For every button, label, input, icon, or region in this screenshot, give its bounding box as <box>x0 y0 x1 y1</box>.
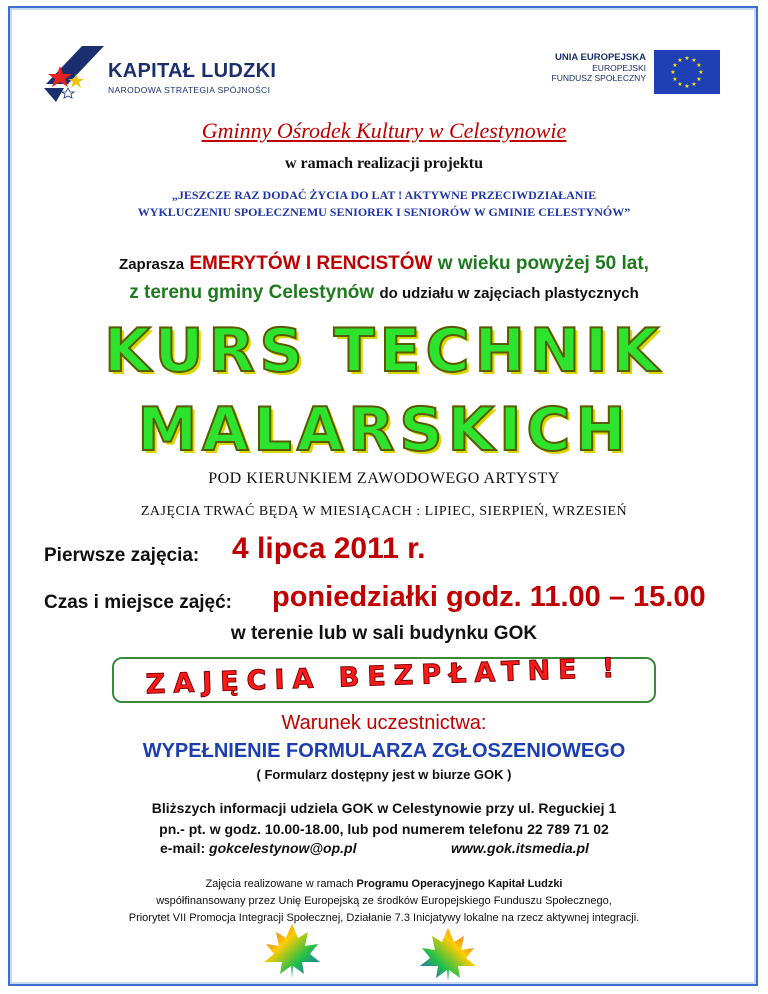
eu-text-block <box>540 52 646 83</box>
invite-purpose: do udziału w zajęciach plastycznych <box>379 285 639 302</box>
first-class-date: 4 lipca 2011 r. <box>232 532 426 565</box>
svg-text:★: ★ <box>696 62 702 69</box>
kl-logo-subtitle: NARODOWA STRATEGIA SPÓJNOŚCI <box>108 85 271 95</box>
footer-line-1-bold: Programu Operacyjnego Kapitał Ludzki <box>356 878 563 890</box>
email-label: e-mail: <box>160 840 206 856</box>
maple-leaf-icon <box>418 926 478 984</box>
contact-block <box>0 798 768 840</box>
svg-text:★: ★ <box>670 69 676 76</box>
eu-title: UNIA EUROPEJSKA <box>555 52 646 63</box>
svg-text:★: ★ <box>684 55 690 62</box>
svg-text:★: ★ <box>677 57 683 64</box>
svg-text:★: ★ <box>672 62 678 69</box>
eu-flag-icon <box>654 50 720 94</box>
footer-line-1-pre: Zajęcia realizowane w ramach <box>205 878 357 890</box>
svg-text:★: ★ <box>691 57 697 64</box>
invite-age: w wieku powyżej 50 lat, <box>437 253 649 274</box>
eu-line-2: FUNDUSZ SPOŁECZNY <box>551 73 646 83</box>
svg-text:★: ★ <box>684 83 690 90</box>
invite-area: z terenu gminy Celestynów <box>129 282 375 303</box>
maple-leaf-icon <box>262 922 322 980</box>
schedule-label: Czas i miejsce zajęć: <box>44 592 232 613</box>
conditions-requirement: WYPEŁNIENIE FORMULARZA ZGŁOSZENIOWEGO <box>142 740 626 762</box>
invitation-line-2 <box>0 282 768 304</box>
course-title-line-1: KURS TECHNIK <box>104 316 664 386</box>
email-link[interactable]: gokcelestynow@op.pl <box>209 840 357 856</box>
svg-text:★: ★ <box>698 69 704 76</box>
footer-line-1 <box>0 876 768 893</box>
svg-text:★: ★ <box>672 76 678 83</box>
first-class-label: Pierwsze zajęcia: <box>44 545 200 566</box>
duration-text: ZAJĘCIA TRWAĆ BĘDĄ W MIESIĄCACH : LIPIEC, SIERPIEŃ, WRZESIEŃ <box>140 504 628 519</box>
svg-text:★: ★ <box>696 76 702 83</box>
schedule-time: poniedziałki godz. 11.00 – 15.00 <box>272 581 706 613</box>
invite-zaprasza: Zaprasza <box>119 256 185 273</box>
led-by-text: POD KIERUNKIEM ZAWODOWEGO ARTYSTY <box>208 470 560 487</box>
project-intro: w ramach realizacji projektu <box>284 155 484 172</box>
footer-line-3: Priorytet VII Promocja Integracji Społecznej, Działanie 7.3 Inicjatywy lokalne na rzecz aktywnej integracji. <box>128 912 640 924</box>
kl-logo-title: KAPITAŁ LUDZKI <box>108 60 277 82</box>
schedule-place: w terenie lub w sali budynku GOK <box>230 623 538 644</box>
organizer-title: Gminny Ośrodek Kultury w Celestynowie <box>201 118 567 143</box>
contact-line-1: Bliższych informacji udziela GOK w Celestynowie przy ul. Reguckiej 1 <box>151 800 617 816</box>
free-banner-text: ZAJĘCIA BEZPŁATNE ! <box>145 652 623 701</box>
contact-email-row <box>160 840 356 856</box>
project-name-line-1: „JESZCZE RAZ DODAĆ ŻYCIA DO LAT ! AKTYWNE PRZECIWDZIAŁANIE <box>171 188 597 202</box>
footer <box>0 876 768 927</box>
svg-text:★: ★ <box>677 81 683 88</box>
contact-line-2: pn.- pt. w godz. 10.00-18.00, lub pod numerem telefonu 22 789 71 02 <box>159 821 609 837</box>
eu-line-1: EUROPEJSKI <box>592 63 646 73</box>
invitation-line-1 <box>0 253 768 275</box>
conditions-note: ( Formularz dostępny jest w biurze GOK ) <box>256 767 512 782</box>
invite-audience: EMERYTÓW I RENCISTÓW <box>189 253 433 274</box>
conditions-label: Warunek uczestnictwa: <box>281 712 487 734</box>
svg-text:★: ★ <box>691 81 697 88</box>
project-name-line-2: WYKLUCZENIU SPOŁECZNEMU SENIOREK I SENIORÓW W GMINIE CELESTYNÓW” <box>137 205 631 219</box>
project-name <box>0 187 768 221</box>
footer-line-2: współfinansowany przez Unię Europejską ze środków Europejskiego Funduszu Społecznego, <box>156 895 612 907</box>
course-title-line-2: MALARSKICH <box>137 395 631 465</box>
website-link[interactable]: www.gok.itsmedia.pl <box>451 840 589 856</box>
